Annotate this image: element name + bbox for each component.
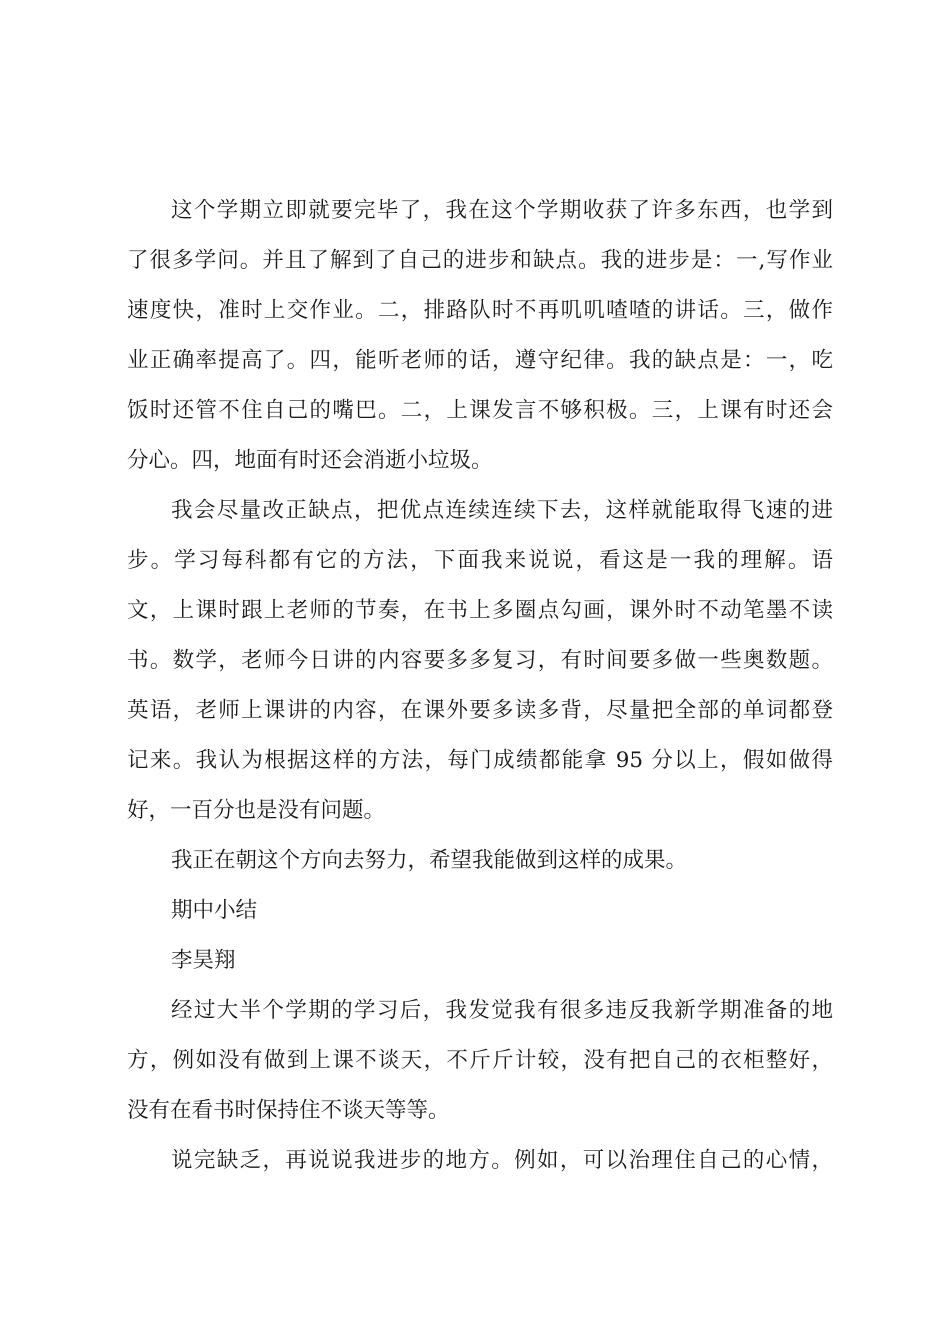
text-line: 速度快，准时上交作业。二，排路队时不再叽叽喳喳的讲话。三，做作 — [127, 298, 833, 323]
text-line: 书。数学，老师今日讲的内容要多多复习，有时间要多做一些奥数题。 — [127, 648, 833, 673]
text-line: 经过大半个学期的学习后，我发觉我有很多违反我新学期准备的地 — [171, 998, 833, 1023]
text-line: 步。学习每科都有它的方法，下面我来说说，看这是一我的理解。语 — [127, 548, 833, 573]
section-title: 期中小结 — [171, 898, 258, 923]
text-line: 了很多学问。并且了解到了自己的进步和缺点。我的进步是：一,写作业 — [127, 248, 833, 273]
text-line: 记来。我认为根据这样的方法，每门成绩都能拿 95 分以上，假如做得 — [127, 748, 833, 773]
text-line: 饭时还管不住自己的嘴巴。二，上课发言不够积极。三，上课有时还会 — [127, 398, 833, 423]
text-line: 好，一百分也是没有问题。 — [127, 798, 386, 823]
text-line: 英语，老师上课讲的内容，在课外要多读多背，尽量把全部的单词都登 — [127, 698, 833, 723]
text-line: 文，上课时跟上老师的节奏，在书上多圈点勾画，课外时不动笔墨不读 — [127, 598, 833, 623]
text-line: 没有在看书时保持住不谈天等等。 — [127, 1098, 450, 1123]
text-line: 我正在朝这个方向去努力，希望我能做到这样的成果。 — [171, 848, 688, 873]
text-line: 方，例如没有做到上课不谈天，不斤斤计较，没有把自己的衣柜整好， — [127, 1048, 833, 1073]
document-body — [127, 186, 833, 1186]
text-line: 分心。四，地面有时还会消逝小垃圾。 — [127, 448, 493, 473]
author-name: 李昊翔 — [171, 948, 236, 973]
text-line: 我会尽量改正缺点，把优点连续连续下去，这样就能取得飞速的进 — [171, 498, 833, 523]
text-line: 说完缺乏，再说说我进步的地方。例如，可以治理住自己的心情， — [171, 1148, 833, 1173]
text-line: 这个学期立即就要完毕了，我在这个学期收获了许多东西，也学到 — [171, 198, 833, 223]
text-line: 业正确率提高了。四，能听老师的话，遵守纪律。我的缺点是：一，吃 — [127, 348, 833, 373]
